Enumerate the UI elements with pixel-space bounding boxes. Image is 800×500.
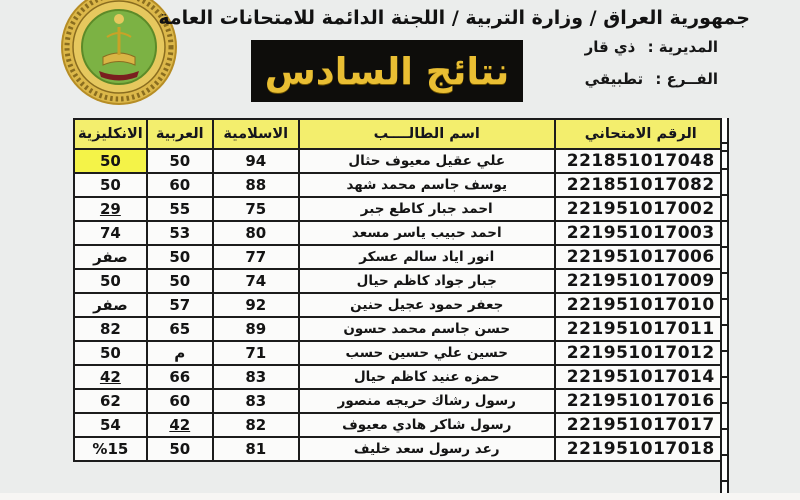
branch-label: الفــرع : bbox=[655, 70, 718, 88]
islamic-mark-cell: 75 bbox=[213, 197, 299, 221]
exam-number-cell: 221951017012 bbox=[555, 341, 727, 365]
table-row bbox=[74, 389, 727, 413]
student-name-cell: رسول رشاك حريجه منصور bbox=[299, 389, 555, 413]
arabic-mark-cell: م bbox=[147, 341, 213, 365]
exam-number-cell: 221851017048 bbox=[555, 149, 727, 173]
meta-block bbox=[538, 38, 718, 102]
table-row bbox=[74, 365, 727, 389]
arabic-mark-cell: 50 bbox=[147, 149, 213, 173]
document-title: جمهورية العراق / وزارة التربية / اللجنة الدائمة للامتحانات العامة bbox=[158, 7, 750, 29]
table-row bbox=[74, 437, 727, 461]
islamic-mark-cell: 77 bbox=[213, 245, 299, 269]
english-mark-cell: 54 bbox=[74, 413, 147, 437]
table-row bbox=[74, 413, 727, 437]
directorate-value: ذي قار bbox=[584, 38, 636, 56]
exam-number-cell: 221951017017 bbox=[555, 413, 727, 437]
islamic-mark-cell: 92 bbox=[213, 293, 299, 317]
arabic-mark-cell: 55 bbox=[147, 197, 213, 221]
english-mark-cell: 42 bbox=[74, 365, 147, 389]
results-banner bbox=[251, 40, 523, 102]
column-header-english: الانكليزية bbox=[74, 119, 147, 149]
column-header-islamic: الاسلامية bbox=[213, 119, 299, 149]
results-table bbox=[73, 118, 728, 462]
column-header-exam-number: الرقم الامتحاني bbox=[555, 119, 727, 149]
english-mark-cell: 50 bbox=[74, 173, 147, 197]
arabic-mark-cell: 42 bbox=[147, 413, 213, 437]
islamic-mark-cell: 74 bbox=[213, 269, 299, 293]
islamic-mark-cell: 88 bbox=[213, 173, 299, 197]
table-row bbox=[74, 245, 727, 269]
cutoff-column-sliver bbox=[720, 118, 729, 500]
english-mark-cell: 74 bbox=[74, 221, 147, 245]
islamic-mark-cell: 89 bbox=[213, 317, 299, 341]
arabic-mark-cell: 50 bbox=[147, 269, 213, 293]
results-banner-text: نتائج السادس bbox=[264, 49, 510, 93]
arabic-mark-cell: 66 bbox=[147, 365, 213, 389]
student-name-cell: حسين علي حسين حسب bbox=[299, 341, 555, 365]
english-mark-cell: 50 bbox=[74, 149, 147, 173]
exam-number-cell: 221951017010 bbox=[555, 293, 727, 317]
arabic-mark-cell: 60 bbox=[147, 173, 213, 197]
arabic-mark-cell: 57 bbox=[147, 293, 213, 317]
table-row bbox=[74, 293, 727, 317]
arabic-mark-cell: 60 bbox=[147, 389, 213, 413]
student-name-cell: رسول شاكر هادي معيوف bbox=[299, 413, 555, 437]
exam-number-cell: 221951017009 bbox=[555, 269, 727, 293]
english-mark-cell: %15 bbox=[74, 437, 147, 461]
bottom-strip bbox=[0, 493, 800, 500]
table-row bbox=[74, 317, 727, 341]
student-name-cell: حسن جاسم محمد حسون bbox=[299, 317, 555, 341]
islamic-mark-cell: 80 bbox=[213, 221, 299, 245]
directorate-label: المديرية : bbox=[647, 38, 718, 56]
student-name-cell: احمد حبيب ياسر مسعد bbox=[299, 221, 555, 245]
exam-number-cell: 221951017018 bbox=[555, 437, 727, 461]
table-row bbox=[74, 149, 727, 173]
student-name-cell: جبار جواد كاظم حيال bbox=[299, 269, 555, 293]
exam-number-cell: 221951017003 bbox=[555, 221, 727, 245]
english-mark-cell: 29 bbox=[74, 197, 147, 221]
table-row bbox=[74, 341, 727, 365]
exam-number-cell: 221951017014 bbox=[555, 365, 727, 389]
exam-number-cell: 221851017082 bbox=[555, 173, 727, 197]
english-mark-cell: صفر bbox=[74, 293, 147, 317]
islamic-mark-cell: 81 bbox=[213, 437, 299, 461]
column-header-arabic: العربية bbox=[147, 119, 213, 149]
arabic-mark-cell: 50 bbox=[147, 245, 213, 269]
islamic-mark-cell: 94 bbox=[213, 149, 299, 173]
arabic-mark-cell: 50 bbox=[147, 437, 213, 461]
islamic-mark-cell: 83 bbox=[213, 389, 299, 413]
student-name-cell: علي عقيل معيوف حثال bbox=[299, 149, 555, 173]
exam-number-cell: 221951017011 bbox=[555, 317, 727, 341]
table-header-row bbox=[74, 119, 727, 149]
islamic-mark-cell: 83 bbox=[213, 365, 299, 389]
exam-number-cell: 221951017016 bbox=[555, 389, 727, 413]
student-name-cell: انور اياد سالم عسكر bbox=[299, 245, 555, 269]
english-mark-cell: 50 bbox=[74, 269, 147, 293]
table-row bbox=[74, 221, 727, 245]
arabic-mark-cell: 65 bbox=[147, 317, 213, 341]
exam-number-cell: 221951017006 bbox=[555, 245, 727, 269]
student-name-cell: جعفر حمود عجيل حنين bbox=[299, 293, 555, 317]
student-name-cell: حمزه عنيد كاظم حيال bbox=[299, 365, 555, 389]
arabic-mark-cell: 53 bbox=[147, 221, 213, 245]
english-mark-cell: 82 bbox=[74, 317, 147, 341]
branch-line bbox=[538, 70, 718, 88]
islamic-mark-cell: 71 bbox=[213, 341, 299, 365]
table-row bbox=[74, 173, 727, 197]
branch-value: تطبيقي bbox=[584, 70, 644, 88]
student-name-cell: يوسف جاسم محمد شهد bbox=[299, 173, 555, 197]
student-name-cell: رعد رسول سعد خليف bbox=[299, 437, 555, 461]
column-header-student-name: اسم الطالــــب bbox=[299, 119, 555, 149]
table-row bbox=[74, 197, 727, 221]
islamic-mark-cell: 82 bbox=[213, 413, 299, 437]
student-name-cell: احمد جبار كاطع جبر bbox=[299, 197, 555, 221]
english-mark-cell: 62 bbox=[74, 389, 147, 413]
english-mark-cell: صفر bbox=[74, 245, 147, 269]
exam-number-cell: 221951017002 bbox=[555, 197, 727, 221]
english-mark-cell: 50 bbox=[74, 341, 147, 365]
directorate-line bbox=[538, 38, 718, 56]
table-row bbox=[74, 269, 727, 293]
